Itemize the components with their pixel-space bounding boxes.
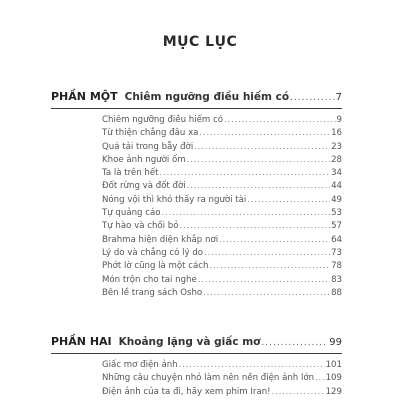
entry-page-number: 78	[331, 261, 342, 272]
part-page-number: 7	[335, 92, 342, 103]
entry-page-number: 57	[331, 221, 342, 232]
toc-entry	[102, 286, 342, 299]
toc-entry	[102, 259, 342, 272]
part-label: PHẦN MỘT	[51, 90, 118, 103]
entry-page-number: 64	[331, 234, 342, 245]
part-page-number: 99	[329, 337, 342, 348]
leader-dots	[160, 166, 331, 179]
entry-page-number: 53	[331, 208, 342, 219]
part-heading	[51, 333, 342, 354]
toc-part-two	[51, 333, 342, 398]
entry-page-number: 23	[331, 141, 342, 152]
leader-dots	[199, 126, 330, 139]
entry-title: Phớt lờ cũng là một cách	[102, 261, 209, 272]
leader-dots	[203, 286, 330, 299]
entry-page-number: 129	[325, 386, 342, 397]
toc-entry	[102, 126, 342, 139]
part-title: Chiêm ngưỡng điều hiếm có	[124, 91, 290, 103]
page-title: MỤC LỤC	[162, 34, 238, 50]
entry-title: Tự hào và chối bỏ	[102, 221, 179, 232]
leader-dots	[179, 358, 325, 371]
entry-title: Điện ảnh của ta đi, hãy xem phim Iran!	[102, 386, 271, 397]
entry-page-number: 109	[325, 373, 342, 384]
entry-title: Ta là trên hết	[102, 168, 159, 179]
toc-entry	[102, 140, 342, 153]
toc-entry	[102, 273, 342, 286]
entry-title: Khoe ảnh người ốm	[102, 154, 186, 165]
leader-dots	[290, 89, 335, 107]
leader-dots	[272, 385, 325, 398]
leader-dots	[247, 193, 330, 206]
toc-entry	[102, 153, 342, 166]
entry-title: Món trộn cho tai nghe	[102, 274, 197, 285]
leader-dots	[198, 273, 330, 286]
entry-page-number: 83	[331, 274, 342, 285]
entry-page-number: 44	[331, 181, 342, 192]
toc-entry	[102, 219, 342, 232]
toc-entry	[102, 371, 342, 384]
part-label: PHẦN HAI	[51, 335, 112, 348]
leader-dots	[224, 113, 336, 126]
entry-title: Nóng vội thì khó thấy ra người tài	[102, 194, 247, 205]
leader-dots	[261, 334, 328, 352]
entry-page-number: 101	[325, 360, 342, 370]
leader-dots	[179, 219, 330, 232]
entry-title: Giấc mơ điện ảnh	[102, 360, 178, 370]
leader-dots	[315, 371, 325, 384]
toc-entry	[102, 385, 342, 398]
entry-title: Đốt rừng và đốt đời	[102, 181, 186, 192]
entry-page-number: 16	[331, 128, 342, 139]
toc-entry	[102, 358, 342, 371]
entry-list	[102, 113, 342, 299]
entry-title: Brahma hiện diện khắp nơi	[102, 234, 219, 245]
entry-page-number: 73	[331, 247, 342, 258]
leader-dots	[219, 233, 330, 246]
entry-title: Tự quảng cáo	[102, 208, 161, 219]
part-title: Khoảng lặng và giấc mơ	[118, 336, 261, 348]
leader-dots	[204, 246, 330, 259]
entry-title: Lý do và chẳng có lý do	[102, 247, 204, 258]
leader-dots	[161, 206, 330, 219]
toc-entry	[102, 193, 342, 206]
entry-page-number: 9	[336, 115, 342, 125]
entry-title: Những câu chuyện nhỏ làm nên nền điện ảnh lớn	[102, 373, 315, 384]
leader-dots	[209, 259, 330, 272]
entry-title: Bên lề trang sách Osho	[102, 287, 203, 298]
entry-title: Chiêm ngưỡng điều hiếm có	[102, 115, 223, 125]
entry-page-number: 49	[331, 194, 342, 205]
entry-page-number: 34	[331, 168, 342, 179]
toc-entry	[102, 233, 342, 246]
entry-page-number: 28	[331, 154, 342, 165]
toc-part-one	[51, 88, 342, 299]
toc-entry	[102, 206, 342, 219]
leader-dots	[187, 179, 330, 192]
toc-entry	[102, 179, 342, 192]
entry-title: Quá tải trong bẫy đời	[102, 141, 194, 152]
toc-entry	[102, 113, 342, 126]
entry-page-number: 88	[331, 287, 342, 298]
entry-title: Từ thiện chẳng đâu xa	[102, 128, 199, 139]
entry-list	[102, 358, 342, 398]
part-heading	[51, 88, 342, 109]
toc-entry	[102, 166, 342, 179]
leader-dots	[194, 140, 330, 153]
leader-dots	[187, 153, 330, 166]
toc-entry	[102, 246, 342, 259]
